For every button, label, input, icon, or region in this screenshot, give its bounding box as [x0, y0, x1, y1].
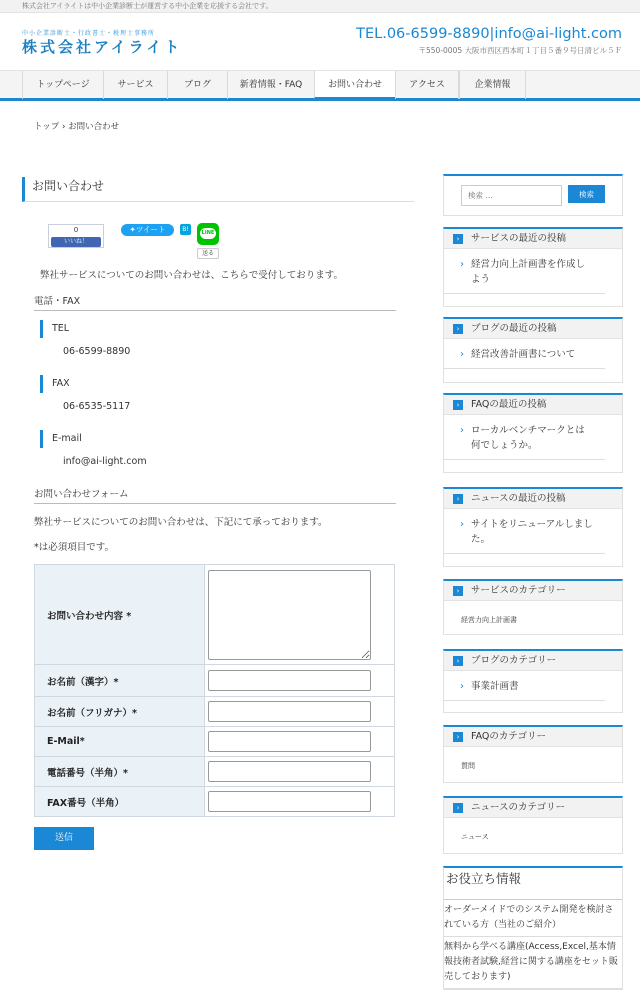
line-send-button[interactable]: 送る: [197, 248, 219, 259]
widget-news-recent: [443, 487, 623, 567]
arrow-icon: ›: [453, 494, 463, 504]
form-row: [35, 665, 395, 697]
form-row: [35, 697, 395, 727]
main-nav: [0, 70, 640, 101]
widget-blog-category: [443, 649, 623, 713]
widget-list-item[interactable]: › 経営力向上計画書を作成しよう: [444, 249, 605, 294]
email-value[interactable]: info@ai-light.com: [63, 456, 147, 467]
category-link[interactable]: 経営力向上計画書: [461, 616, 517, 624]
phone-fax-heading: 電話・FAX: [34, 293, 396, 311]
widget-title: FAQの最近の投稿: [471, 399, 547, 410]
arrow-icon: ›: [453, 400, 463, 410]
arrow-icon: ›: [453, 803, 463, 813]
useful-info-title: お役立ち情報: [444, 868, 622, 900]
widget-title: ブログの最近の投稿: [471, 323, 557, 334]
widget-blog-recent: [443, 317, 623, 383]
facebook-like-label: いいね！: [51, 237, 101, 247]
form-label-email: E-Mail*: [35, 727, 205, 757]
logo-tagline: 中小企業診断士・行政書士・税理士事務所: [22, 30, 156, 37]
name-kana-input[interactable]: [208, 701, 371, 722]
top-info-text: 株式会社アイライトは中小企業診断士が運営する中小企業を応援する会社です。: [22, 2, 273, 10]
arrow-icon: ›: [453, 234, 463, 244]
form-heading: お問い合わせフォーム: [34, 486, 396, 504]
widget-title: ブログのカテゴリー: [471, 655, 557, 666]
widget-faq-recent: [443, 393, 623, 473]
widget-faq-category: [443, 725, 623, 783]
widget-news-category: [443, 796, 623, 854]
arrow-icon: ›: [453, 732, 463, 742]
search-input[interactable]: [461, 185, 562, 206]
line-logo-text: LINE: [200, 228, 216, 239]
submit-button[interactable]: 送信: [34, 827, 94, 850]
name-kanji-input[interactable]: [208, 670, 371, 691]
tel-value[interactable]: 06-6599-8890: [63, 346, 131, 357]
fax-label: FAX: [40, 375, 70, 393]
facebook-like-button[interactable]: [48, 224, 104, 248]
widget-list-item[interactable]: › サイトをリニューアルしました。: [444, 509, 605, 554]
breadcrumb-current: お問い合わせ: [68, 122, 120, 132]
form-row: [35, 757, 395, 787]
form-label-phone: 電話番号（半角）*: [35, 757, 205, 787]
search-button[interactable]: 検索: [568, 185, 605, 203]
breadcrumb-home[interactable]: トップ: [34, 122, 60, 132]
form-row: [35, 787, 395, 817]
nav-news-faq[interactable]: 新着情報・FAQ: [227, 71, 314, 99]
form-row: [35, 565, 395, 665]
nav-company[interactable]: 企業情報: [459, 71, 526, 99]
widget-service-category: [443, 579, 623, 635]
breadcrumb: [34, 120, 119, 132]
tweet-button[interactable]: [121, 224, 174, 236]
nav-home[interactable]: トップページ: [22, 71, 103, 99]
intro-text: 弊社サービスについてのお問い合わせは、こちらで受付しております。: [40, 270, 343, 281]
widget-service-recent: [443, 227, 623, 307]
form-label-fax: FAX番号（半角）: [35, 787, 205, 817]
bird-icon: ✦: [129, 225, 136, 234]
nav-blog[interactable]: ブログ: [167, 71, 227, 99]
line-icon[interactable]: [197, 223, 219, 245]
nav-service[interactable]: サービス: [103, 71, 167, 99]
nav-contact[interactable]: お問い合わせ: [314, 71, 395, 99]
widget-title: ニュースの最近の投稿: [471, 493, 566, 504]
widget-list-item[interactable]: › 経営改善計画書について: [444, 339, 605, 369]
form-label-name-kana: お名前（フリガナ）*: [35, 697, 205, 727]
arrow-icon: ›: [453, 586, 463, 596]
form-intro-text: 弊社サービスについてのお問い合わせは、下記にて承っております。: [34, 517, 328, 528]
fax-input[interactable]: [208, 791, 371, 812]
tweet-label: ツイート: [135, 225, 166, 234]
widget-title: サービスのカテゴリー: [471, 585, 566, 596]
widget-title: FAQのカテゴリー: [471, 731, 547, 742]
form-label-name-kanji: お名前（漢字）*: [35, 665, 205, 697]
nav-access[interactable]: アクセス: [395, 71, 459, 99]
category-link[interactable]: ニュース: [461, 833, 489, 841]
widget-list-item[interactable]: › 事業計画書: [444, 671, 605, 701]
tel-label: TEL: [40, 320, 69, 338]
category-link[interactable]: 質問: [461, 762, 475, 770]
phone-input[interactable]: [208, 761, 371, 782]
email-label: E-mail: [40, 430, 82, 448]
useful-info-item[interactable]: 無料から学べる講座(Access,Excel,基本情報技術者試験,経営に関する講座をセット販売しております): [444, 937, 622, 989]
widget-list-item[interactable]: › ローカルベンチマークとは何でしょうか。: [444, 415, 605, 460]
header-contact[interactable]: TEL.06-6599-8890|info@ai-light.com: [356, 26, 622, 42]
useful-info-item[interactable]: オーダーメイドでのシステム開発を検討されている方（当社のご紹介）: [444, 900, 622, 937]
arrow-icon: ›: [453, 656, 463, 666]
required-note: *は必須項目です。: [34, 542, 114, 553]
contact-form: [34, 564, 395, 817]
inquiry-textarea[interactable]: [208, 570, 371, 660]
arrow-icon: ›: [453, 324, 463, 334]
useful-info-widget: [443, 866, 623, 990]
hatena-bookmark-button[interactable]: B!: [180, 224, 191, 235]
fax-value: 06-6535-5117: [63, 401, 131, 412]
facebook-like-count: 0: [73, 226, 79, 234]
form-label-inquiry: お問い合わせ内容 *: [35, 565, 205, 665]
widget-title: サービスの最近の投稿: [471, 233, 567, 244]
page-title: お問い合わせ: [22, 177, 414, 202]
form-row: [35, 727, 395, 757]
site-logo[interactable]: 株式会社アイライト: [22, 38, 183, 56]
widget-title: ニュースのカテゴリー: [471, 802, 566, 813]
top-info-bar: [0, 0, 640, 13]
email-input[interactable]: [208, 731, 371, 752]
header-address: 〒550-0005 大阪市西区西本町１丁目５番９号日清ビル５Ｆ: [418, 46, 622, 55]
breadcrumb-separator: ›: [61, 122, 66, 132]
search-widget: [443, 174, 623, 216]
